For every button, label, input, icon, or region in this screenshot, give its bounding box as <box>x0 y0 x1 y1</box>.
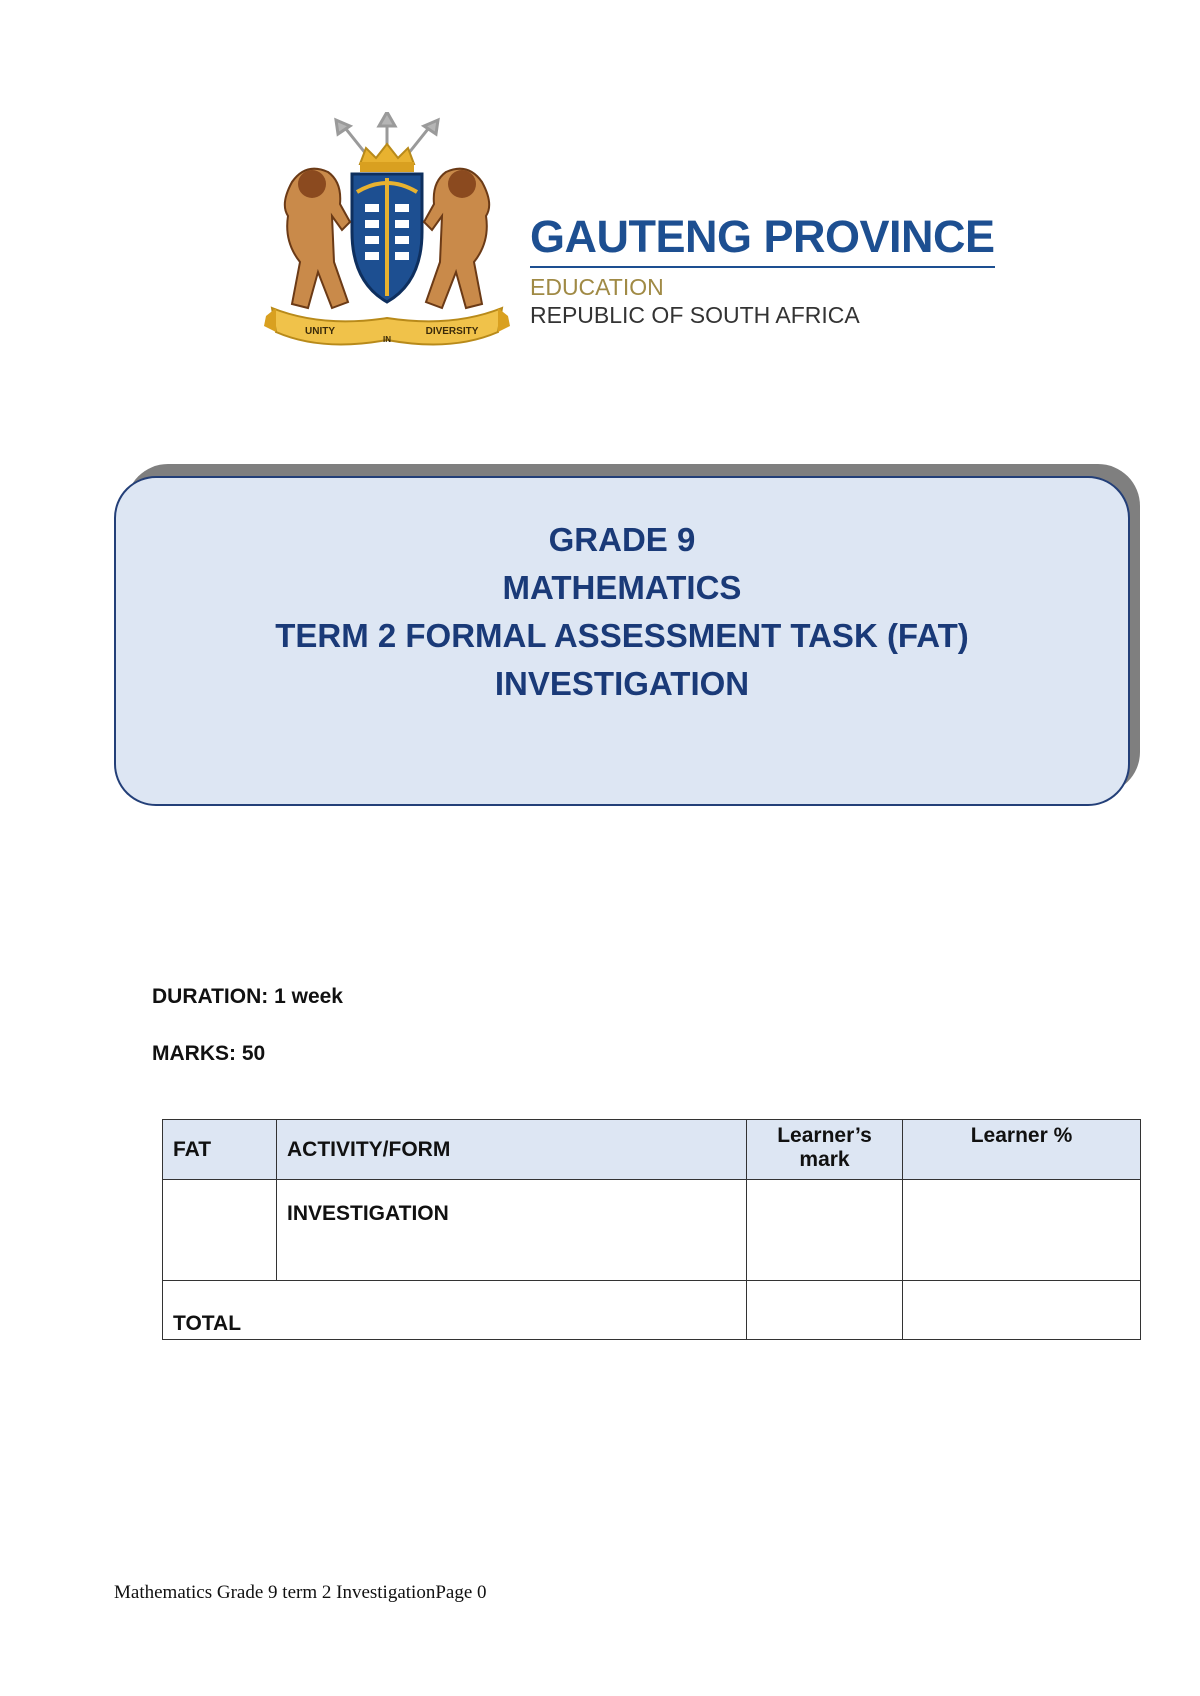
total-mark-cell <box>747 1281 903 1340</box>
coat-of-arms-icon <box>262 112 522 352</box>
title-subject: MATHEMATICS <box>502 569 742 606</box>
total-percent-cell <box>903 1281 1141 1340</box>
title-type: INVESTIGATION <box>494 665 750 702</box>
table-header-row <box>163 1120 1141 1180</box>
table-row <box>163 1180 1141 1281</box>
gauteng-logo <box>262 112 995 352</box>
title-grade: GRADE 9 <box>548 521 696 558</box>
header-learner-mark: Learner’s mark <box>747 1120 903 1180</box>
assessment-table <box>162 1119 1141 1340</box>
page-footer: Mathematics Grade 9 term 2 InvestigationPage 0 <box>114 1582 487 1603</box>
motto-diversity: DIVERSITY <box>425 326 479 337</box>
marks-text: MARKS: 50 <box>152 1042 266 1065</box>
logo-text <box>530 212 995 328</box>
motto-in: IN <box>383 335 391 344</box>
province-name: GAUTENG PROVINCE <box>530 212 995 268</box>
country-name: REPUBLIC OF SOUTH AFRICA <box>530 302 860 328</box>
cell-activity: INVESTIGATION <box>277 1180 747 1281</box>
header-learner-percent: Learner % <box>903 1120 1141 1180</box>
header-activity-form: ACTIVITY/FORM <box>277 1120 747 1180</box>
cell-fat <box>163 1180 277 1281</box>
title-task: TERM 2 FORMAL ASSESSMENT TASK (FAT) <box>275 617 969 654</box>
total-label: TOTAL <box>163 1281 747 1340</box>
duration-text: DURATION: 1 week <box>152 985 343 1008</box>
title-box <box>114 476 1130 806</box>
cell-learner-percent <box>903 1180 1141 1281</box>
department-name: EDUCATION <box>530 274 664 300</box>
header-fat: FAT <box>163 1120 277 1180</box>
cell-learner-mark <box>747 1180 903 1281</box>
table-total-row <box>163 1281 1141 1340</box>
motto-unity: UNITY <box>305 326 335 337</box>
